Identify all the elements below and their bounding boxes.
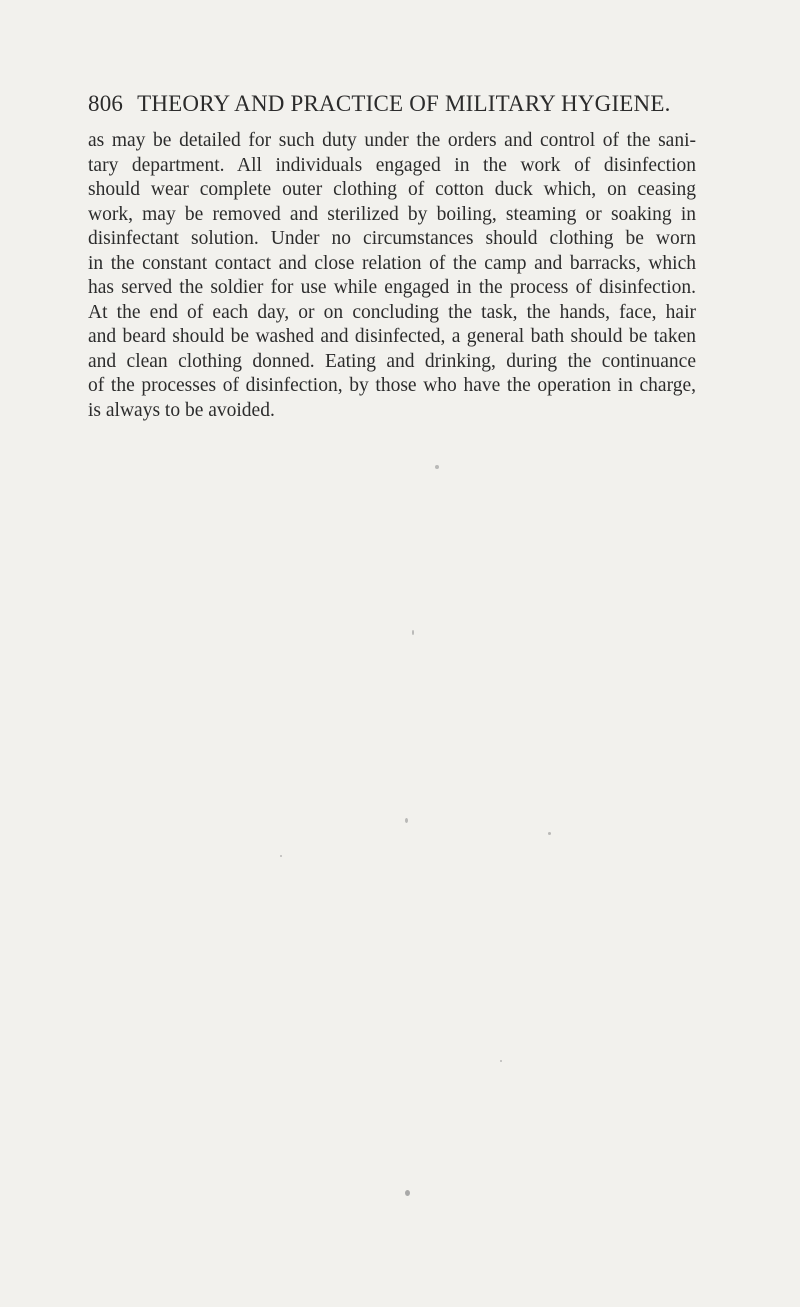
text-line: has served the soldier for use while engaged in the process of disinfection. [88, 277, 696, 298]
text-line: as may be detailed for such duty under the orders and control of the sani- [88, 130, 696, 151]
text-line: should wear complete outer clothing of cotton duck which, on ceasing [88, 179, 696, 200]
running-title: THEORY AND PRACTICE OF MILITARY HYGIENE. [137, 91, 671, 116]
paper-speck [412, 630, 414, 635]
text-line: work, may be removed and sterilized by boiling, steaming or soaking in [88, 203, 696, 225]
paper-speck [405, 818, 408, 823]
paper-speck [405, 1190, 410, 1196]
body-paragraph [88, 129, 696, 423]
page-number: 806 [88, 91, 124, 116]
paper-speck [500, 1060, 502, 1062]
paper-speck [435, 465, 439, 469]
paper-speck [548, 832, 551, 835]
text-line: disinfectant solution. Under no circumstances should clothing be worn [88, 228, 696, 249]
text-line: and clean clothing donned. Eating and drinking, during the continuance [88, 350, 696, 372]
text-line: and beard should be washed and disinfected, a general bath should be taken [88, 326, 696, 347]
text-line: of the processes of disinfection, by those who have the operation in charge, [88, 375, 696, 396]
running-head [88, 84, 708, 124]
paper-speck [280, 855, 282, 857]
text-line-last: is always to be avoided. [88, 399, 275, 421]
text-line: tary department. All individuals engaged in the work of disinfection [88, 154, 696, 176]
text-line: in the constant contact and close relation of the camp and barracks, which [88, 252, 696, 274]
text-line: At the end of each day, or on concluding the task, the hands, face, hair [88, 301, 696, 323]
